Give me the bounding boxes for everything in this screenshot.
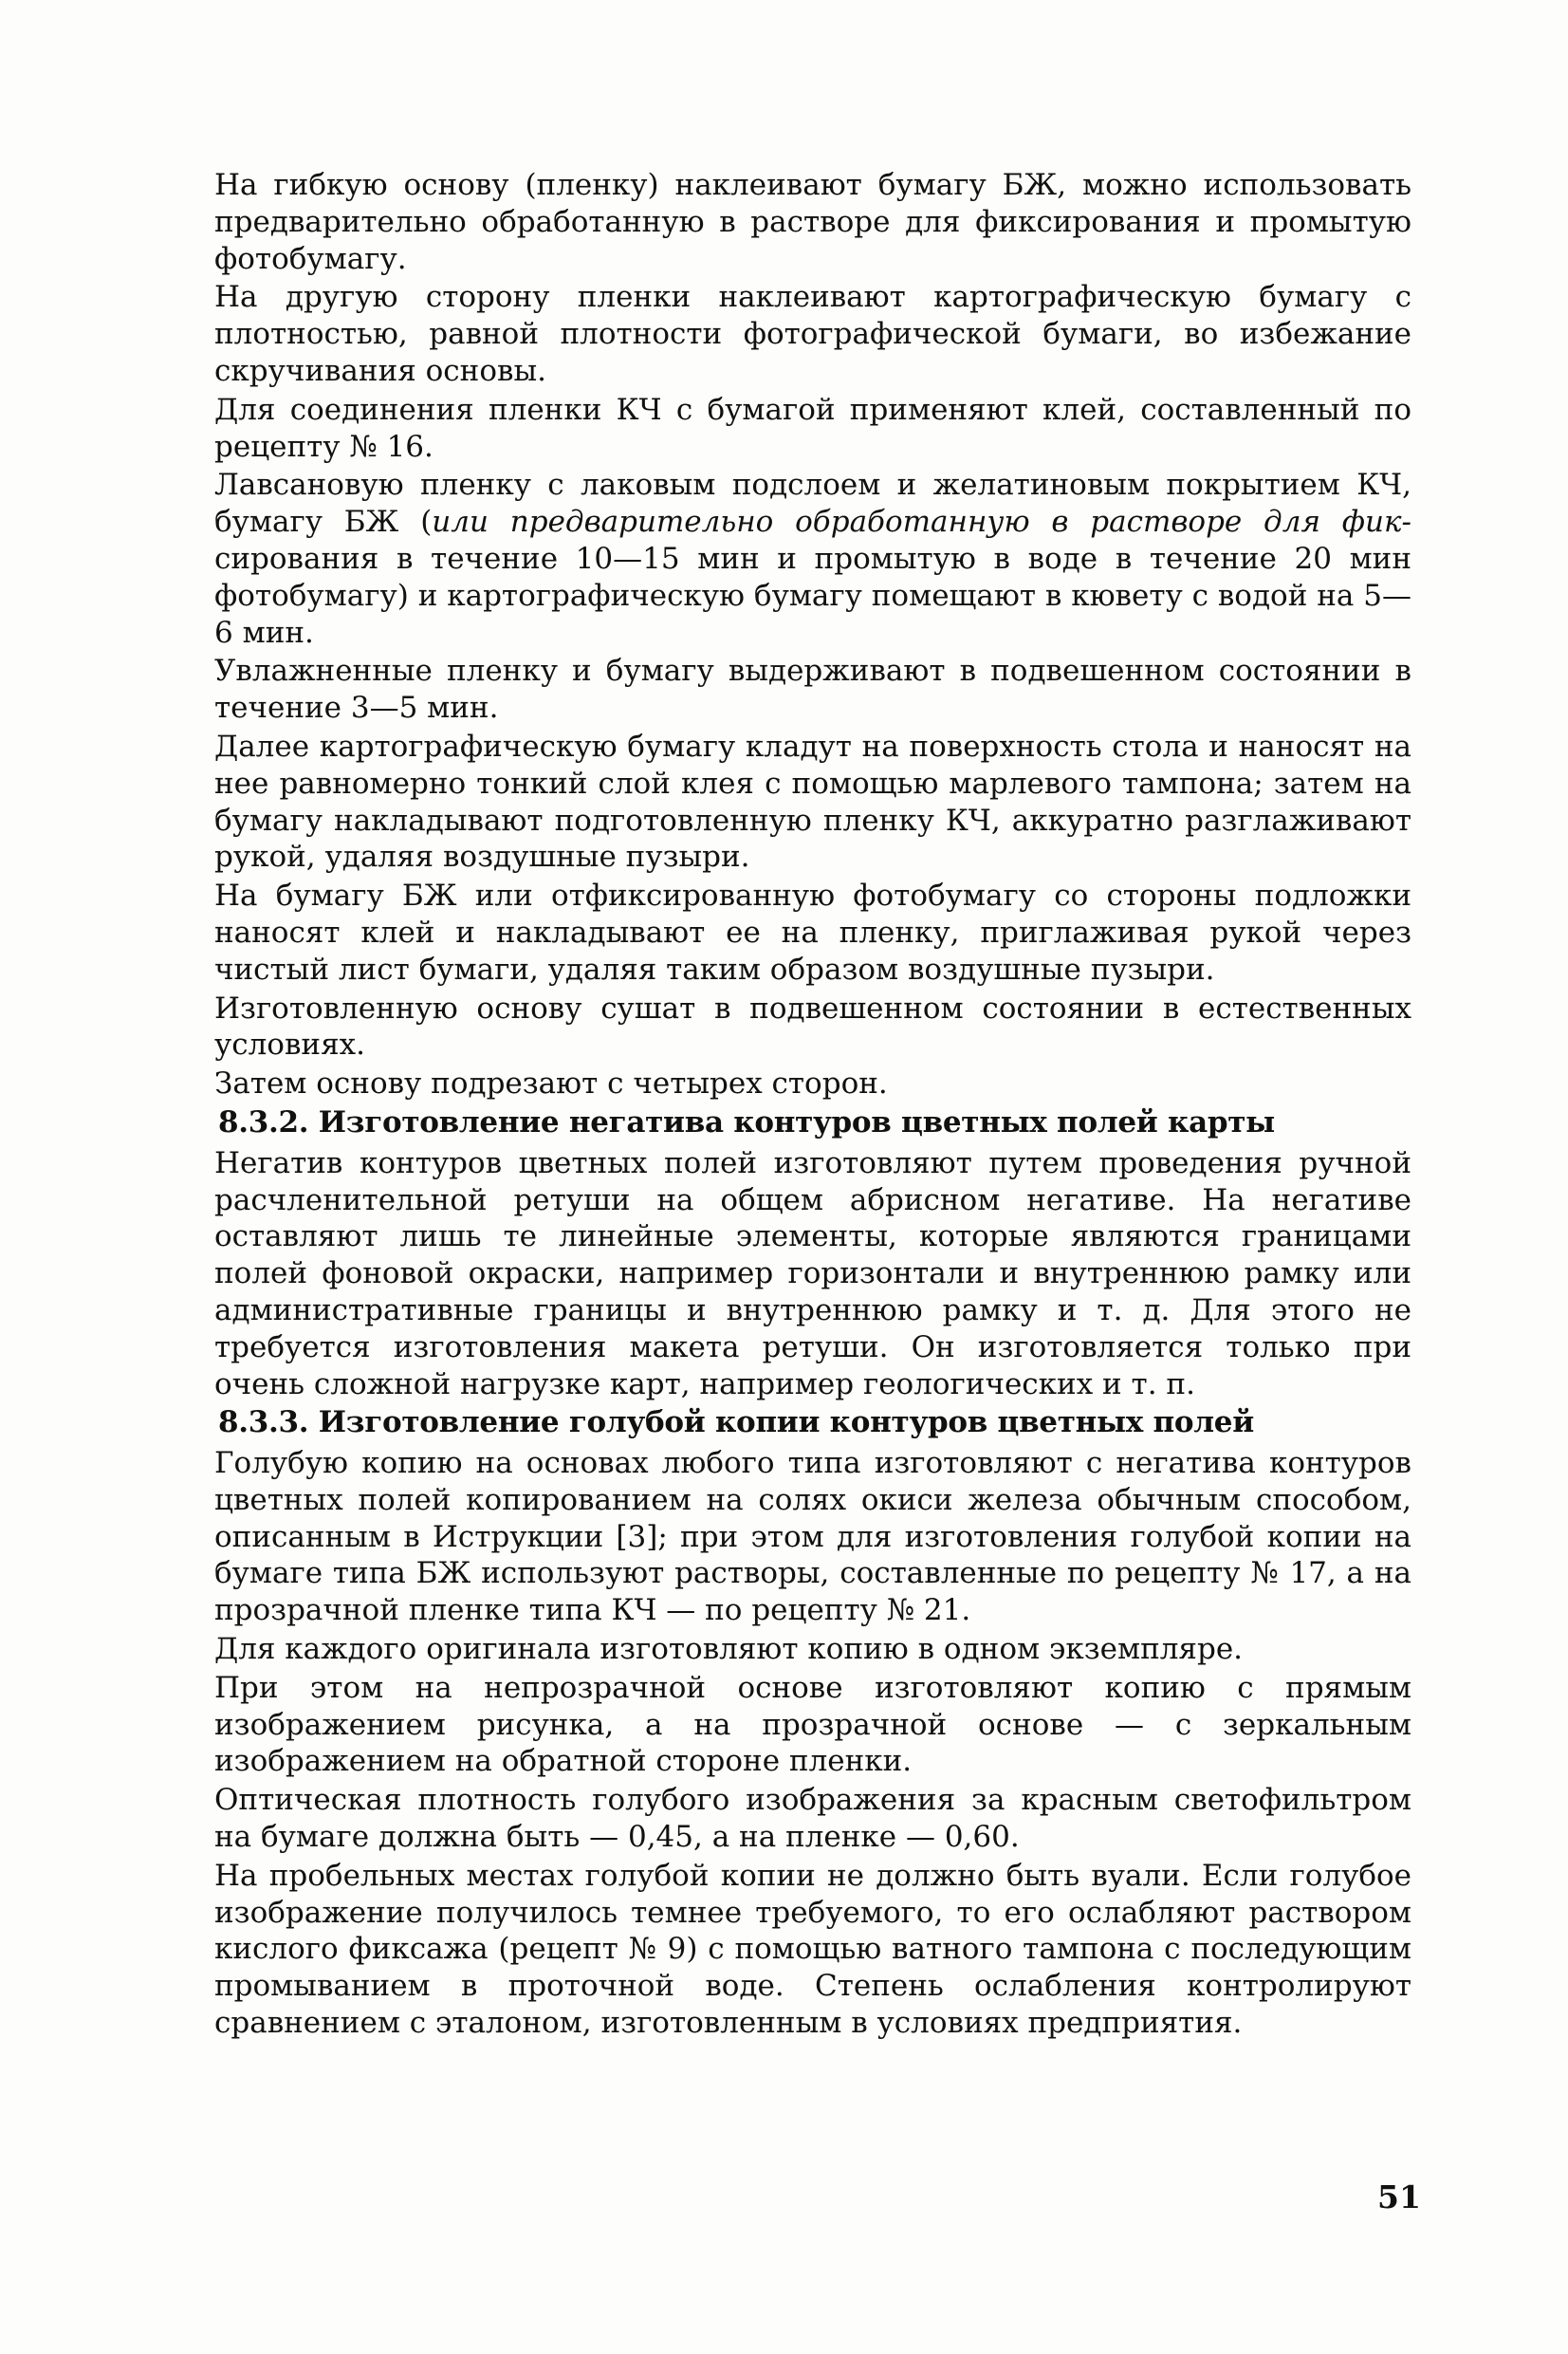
paragraph-lavsan-film: Лавсановую пленку с лаковым подслоем и желатиновым покрытием КЧ, бумагу БЖ (или предварительно обработанную в растворе для фик-сирования в течение 10—15 мин и промытую в воде в течение 20 мин фотобумагу) и картографическую бумагу помещают в кювету с водой на 5—6 мин. [214, 468, 1411, 650]
paragraph-trimming: Затем основу подрезают с четырех сторон. [214, 1066, 888, 1102]
paragraph-blue-copy: Голубую копию на основах любого типа изготовляют с негатива контуров цветных полей копированием на солях окиси железа обычным способом, описанным в Иструкции [3]; при этом для изготовления голубой копии на бумаге типа БЖ используют растворы, составленные по рецепту № 17, а на прозрачной пленке типа КЧ — по рецепту № 21. [214, 1446, 1411, 1628]
paragraph-reverse-side: На другую сторону пленки наклеивают картографическую бумагу с плотностью, равной плотности фотографической бумаги, во избежание скручивания основы. [214, 280, 1411, 388]
paragraph-glue: Для соединения пленки КЧ с бумагой применяют клей, составленный по рецепту № 16. [214, 392, 1411, 464]
italic-phrase: или предварительно обработанную в растворе для фик- [432, 505, 1411, 540]
paragraph-direct-mirror: При этом на непрозрачной основе изготовляют копию с прямым изображением рисунка, а на прозрачной основе — с зеркальным изображением на обратной стороне пленки. [214, 1670, 1411, 1779]
page-number: 51 [1377, 2178, 1421, 2215]
paragraph-base-film: На гибкую основу (пленку) наклеивают бумагу БЖ, можно использовать предварительно обработанную в растворе для фиксирования и промытую фотобумагу. [214, 168, 1411, 276]
paragraph-backing: На бумагу БЖ или отфиксированную фотобумагу со стороны подложки наносят клей и накладывают ее на пленку, приглаживая рукой через чистый лист бумаги, удаляя таким образом воздушные пузыри. [214, 879, 1411, 987]
paragraph-soaking: Увлажненные пленку и бумагу выдерживают в подвешенном состоянии в течение 3—5 мин. [214, 654, 1411, 726]
body-text [214, 167, 1411, 2044]
section-heading-8-3-2: 8.3.2. Изготовление негатива контуров цветных полей карты [218, 1104, 1275, 1140]
paragraph-one-copy: Для каждого оригинала изготовляют копию в одном экземпляре. [214, 1632, 1244, 1667]
paragraph-optical-density: Оптическая плотность голубого изображения за красным светофильтром на бумаге должна быть — 0,45, а на пленке — 0,60. [214, 1783, 1411, 1855]
paragraph-negative-contours: Негатив контуров цветных полей изготовляют путем проведения ручной расчленительной ретуши на общем абрисном негативе. На негативе оставляют лишь те линейные элементы, которые являются границами полей фоновой окраски, например горизонтали и внутреннюю рамку или административные границы и внутреннюю рамку и т. д. Для этого не требуется изготовления макета ретуши. Он изготовляется только при очень сложной нагрузке карт, например геологических и т. п. [214, 1145, 1411, 1401]
paragraph-veil: На пробельных местах голубой копии не должно быть вуали. Если голубое изображение получилось темнее требуемого, то его ослабляют раствором кислого фиксажа (рецепт № 9) с помощью ватного тампона с последующим промыванием в проточной воде. Степень ослабления контролируют сравнением с эталоном, изготовленным в условиях предприятия. [214, 1858, 1411, 2041]
section-heading-8-3-3: 8.3.3. Изготовление голубой копии контуров цветных полей [218, 1405, 1254, 1440]
paragraph-gluing: Далее картографическую бумагу кладут на поверхность стола и наносят на нее равномерно тонкий слой клея с помощью марлевого тампона; затем на бумагу накладывают подготовленную пленку КЧ, аккуратно разглаживают рукой, удаляя воздушные пузыри. [214, 729, 1411, 875]
paragraph-drying: Изготовленную основу сушат в подвешенном состоянии в естественных условиях. [214, 991, 1411, 1063]
